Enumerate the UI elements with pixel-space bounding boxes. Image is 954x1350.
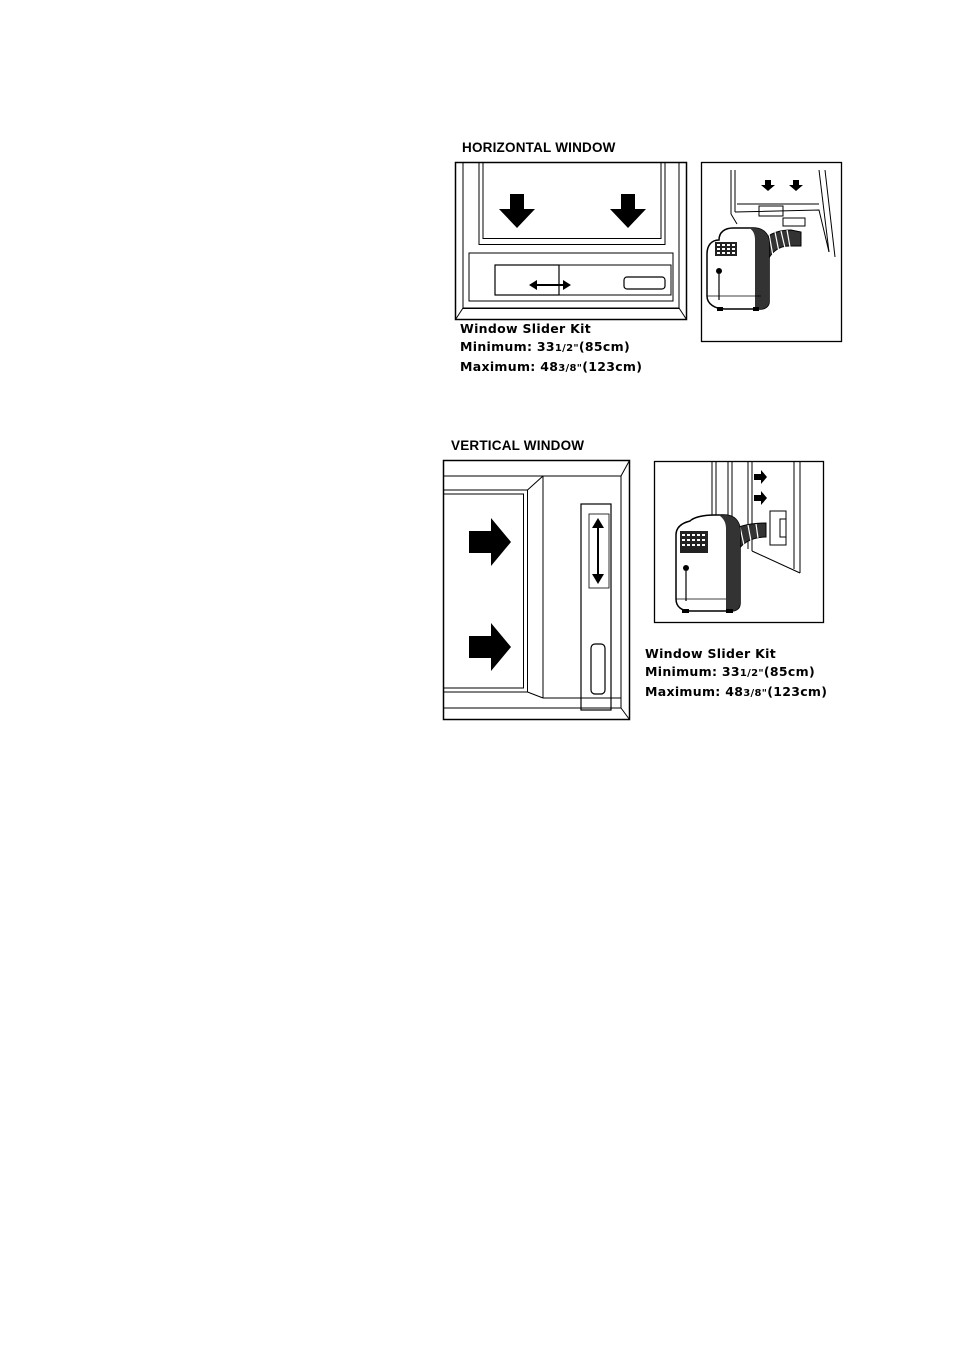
- max-metric: (123cm): [767, 684, 828, 699]
- min-value: 33: [536, 339, 555, 354]
- vertical-caption-maximum: [645, 683, 827, 703]
- horizontal-caption-minimum: [460, 338, 642, 358]
- min-value: 33: [721, 664, 740, 679]
- max-label: Maximum:: [460, 359, 536, 374]
- min-fraction: 1/2": [739, 668, 764, 679]
- min-label: Minimum:: [645, 664, 718, 679]
- horizontal-window-diagram: [455, 162, 687, 320]
- min-fraction: 1/2": [554, 343, 579, 354]
- max-label: Maximum:: [645, 684, 721, 699]
- max-metric: (123cm): [582, 359, 643, 374]
- min-label: Minimum:: [460, 339, 533, 354]
- horizontal-caption-maximum: [460, 358, 642, 378]
- vertical-caption: [645, 645, 827, 703]
- min-metric: (85cm): [763, 664, 815, 679]
- max-fraction: 3/8": [558, 363, 583, 374]
- vertical-installation-illustration: [654, 461, 824, 623]
- vertical-window-heading: VERTICAL WINDOW: [451, 438, 585, 453]
- max-value: 48: [725, 684, 744, 699]
- horizontal-caption-title: Window Slider Kit: [460, 321, 591, 336]
- horizontal-installation-illustration: [701, 162, 842, 342]
- max-value: 48: [540, 359, 559, 374]
- vertical-caption-minimum: [645, 663, 827, 683]
- horizontal-window-heading: HORIZONTAL WINDOW: [462, 140, 616, 155]
- horizontal-caption: [460, 320, 642, 378]
- min-metric: (85cm): [578, 339, 630, 354]
- max-fraction: 3/8": [743, 688, 768, 699]
- vertical-caption-title: Window Slider Kit: [645, 646, 776, 661]
- vertical-window-diagram: [443, 460, 630, 720]
